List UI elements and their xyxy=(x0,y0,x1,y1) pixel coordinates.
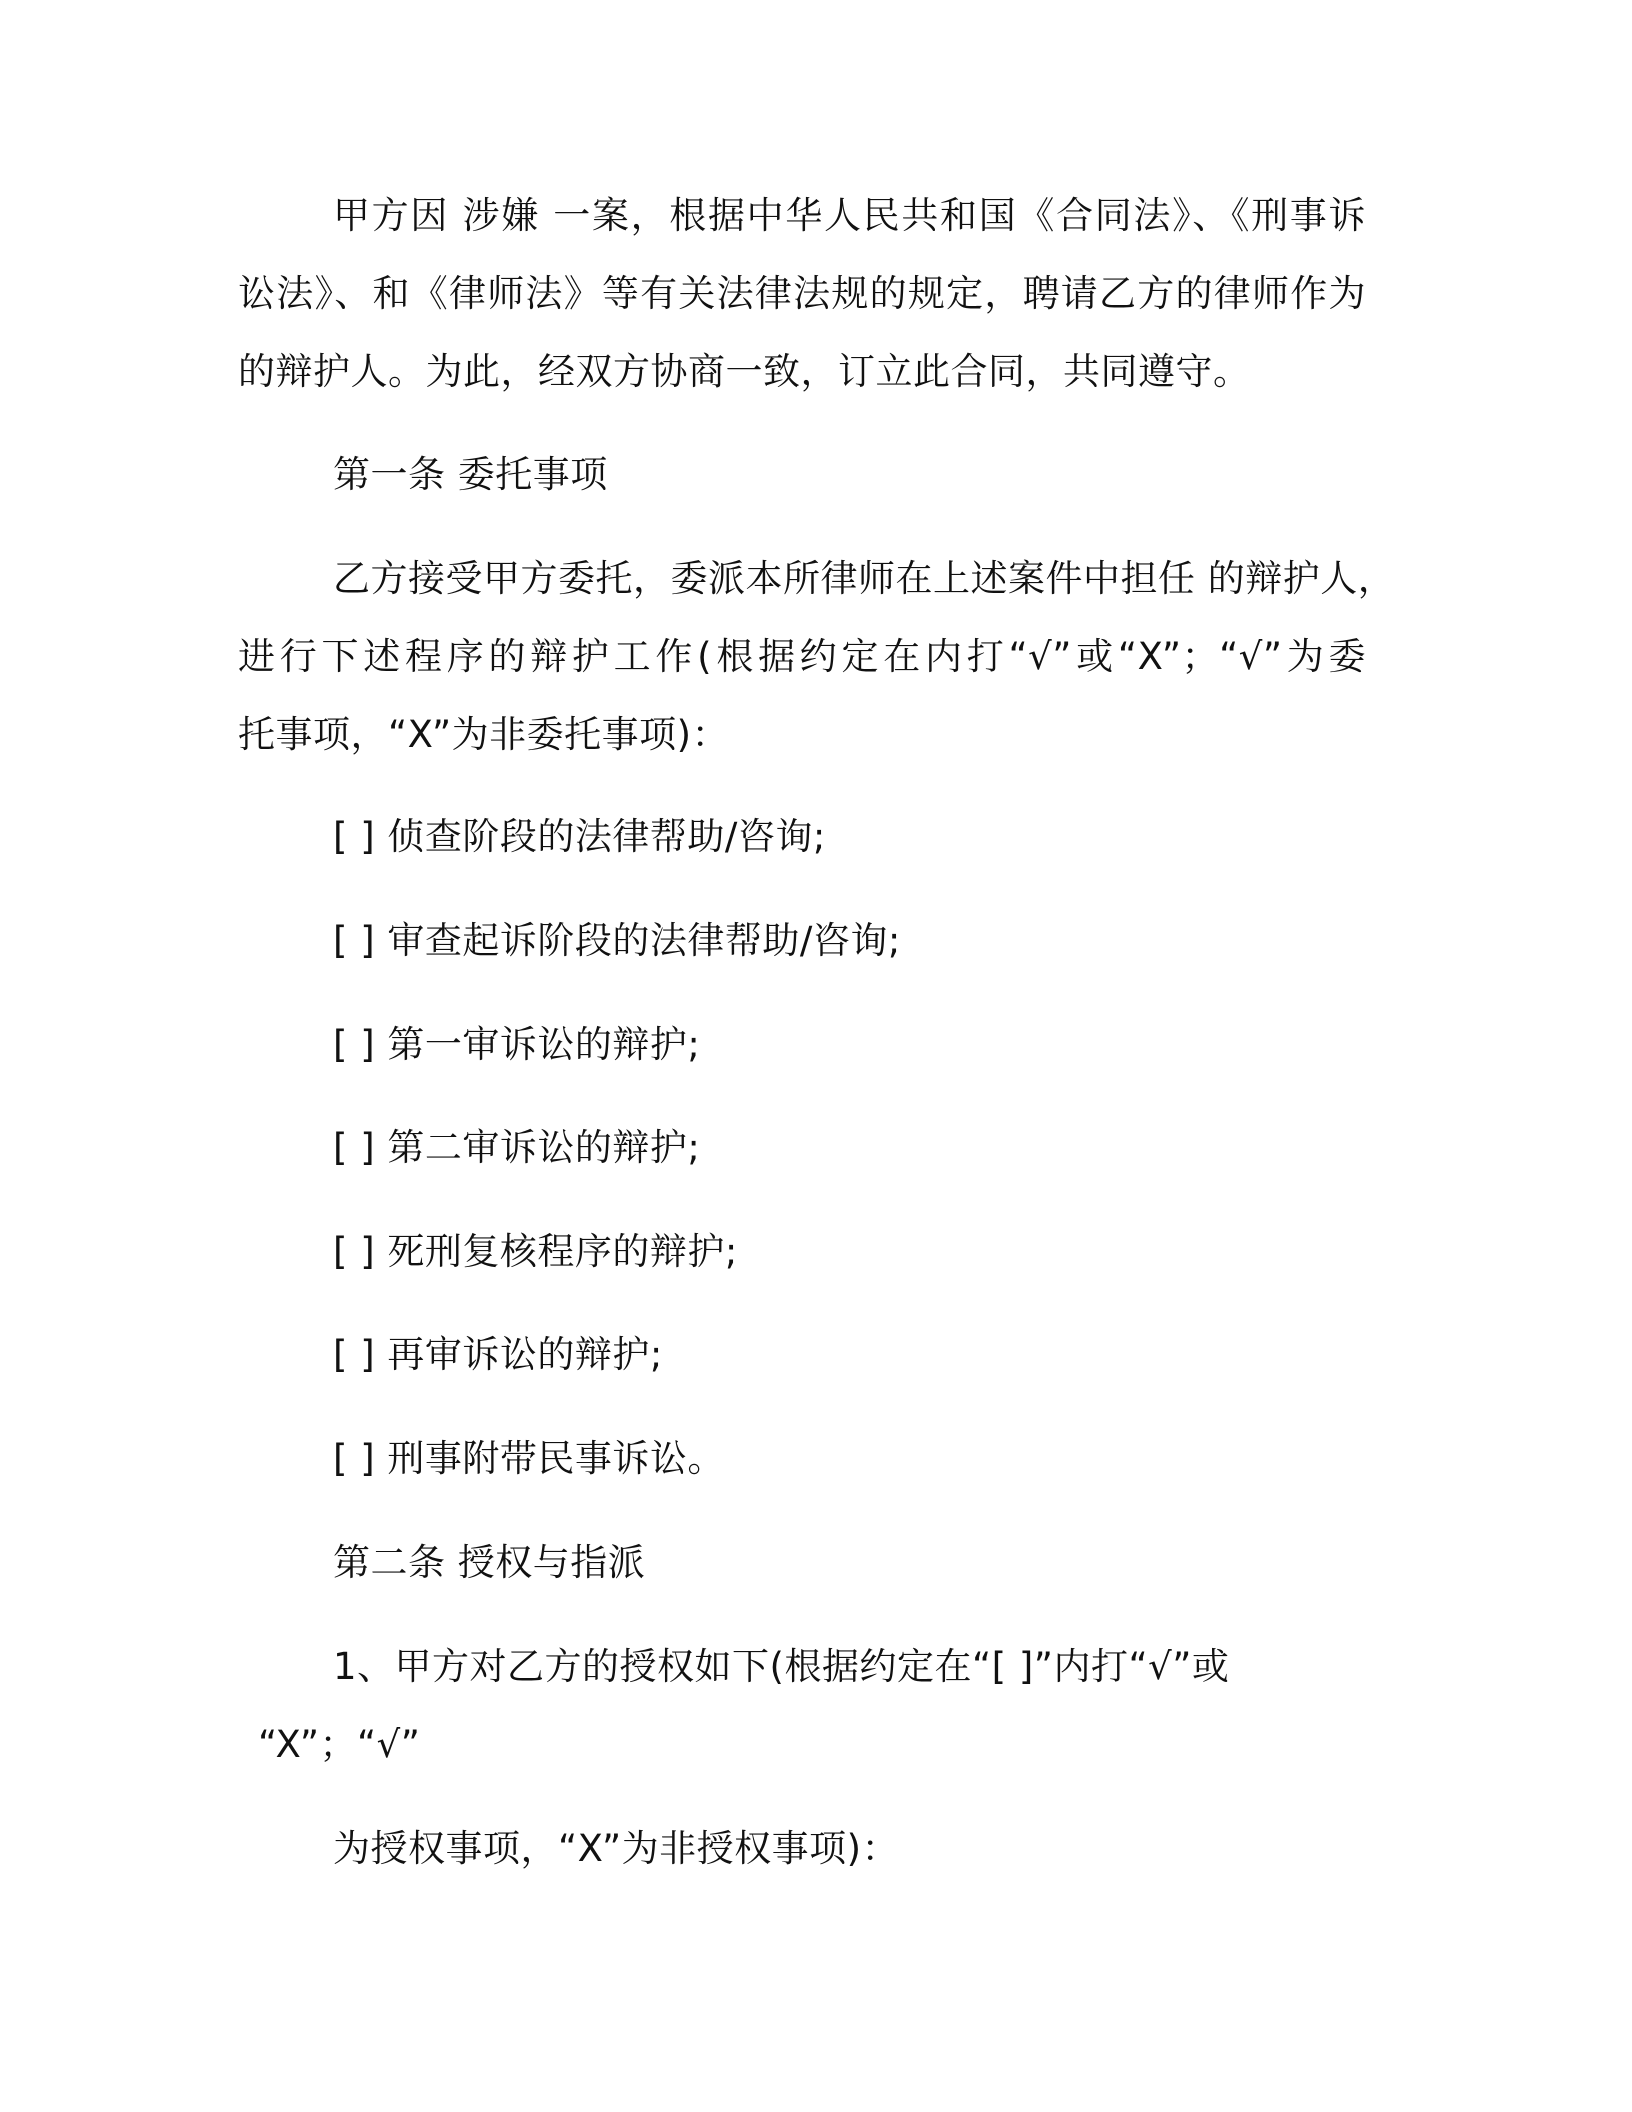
article-1-heading: 第一条 委托事项 xyxy=(333,453,608,496)
intro-paragraph-line-1: 甲方因 涉嫌 一案，根据中华人民共和国《合同法》、《刑事诉 xyxy=(333,194,1366,237)
option-item-first-instance: [ ] 第一审诉讼的辩护; xyxy=(333,1023,701,1066)
article-1-body-line-1: 乙方接受甲方委托，委派本所律师在上述案件中担任 的辩护人， xyxy=(333,557,1396,600)
article-2-clause-1-line-1: 1、甲方对乙方的授权如下(根据约定在“[ ]”内打“√”或 xyxy=(333,1645,1230,1688)
option-item-second-instance: [ ] 第二审诉讼的辩护; xyxy=(333,1126,701,1169)
article-2-heading: 第二条 授权与指派 xyxy=(333,1541,646,1584)
option-item-retrial: [ ] 再审诉讼的辩护; xyxy=(333,1333,663,1376)
option-item-investigation: [ ] 侦查阶段的法律帮助/咨询; xyxy=(333,815,826,858)
intro-paragraph-line-3: 的辩护人。为此，经双方协商一致，订立此合同，共同遵守。 xyxy=(238,350,1251,393)
intro-paragraph-line-2: 讼法》、和《律师法》等有关法律法规的规定，聘请乙方的律师作为 xyxy=(238,272,1366,315)
article-1-body-line-2: 进行下述程序的辩护工作(根据约定在内打“√”或“X”；“√”为委 xyxy=(238,635,1366,678)
article-1-body-line-3: 托事项，“X”为非委托事项)： xyxy=(238,713,730,756)
option-item-civil-incidental: [ ] 刑事附带民事诉讼。 xyxy=(333,1437,725,1480)
article-2-clause-1-line-2: “X”；“√” xyxy=(258,1723,421,1766)
option-item-prosecution-review: [ ] 审查起诉阶段的法律帮助/咨询; xyxy=(333,919,901,962)
option-item-death-penalty-review: [ ] 死刑复核程序的辩护; xyxy=(333,1230,738,1273)
article-2-clause-1-line-3: 为授权事项，“X”为非授权事项)： xyxy=(333,1827,900,1870)
